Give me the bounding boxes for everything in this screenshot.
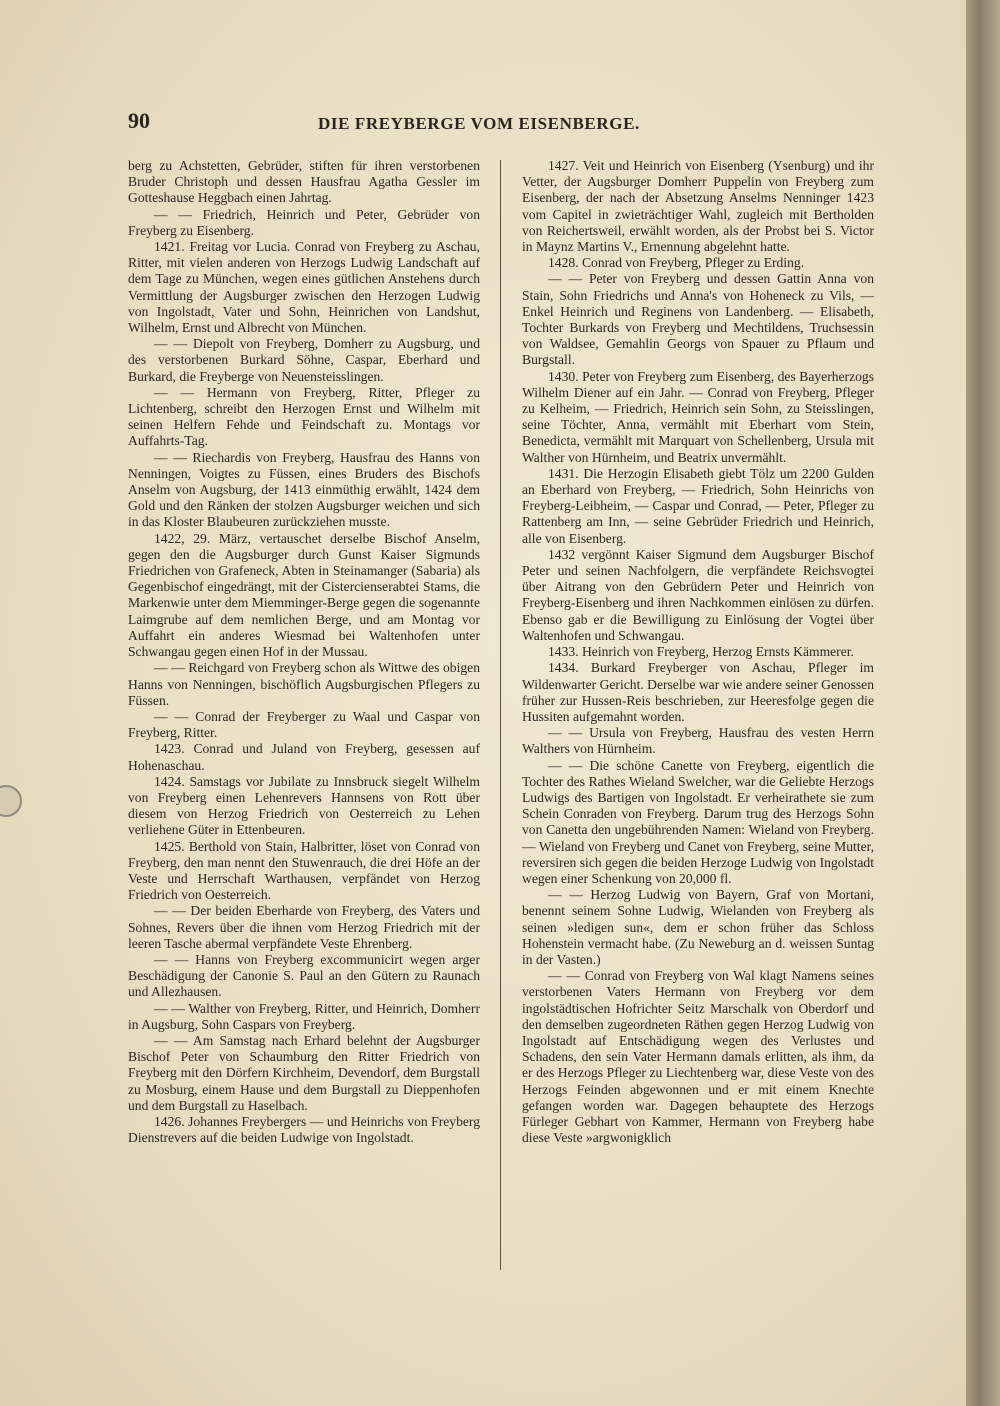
paragraph: — — Peter von Freyberg und dessen Gattin Anna von Stain, Sohn Friedrichs und Anna's von Hoheneck zu Vils, — Enkel Heinrich und Reginens von Landenberg. — Elisabeth, Tochter Burkards von Freyberg und Mechtildens, Truchsessin von Waldsee, Gemahlin Georgs von Spauer zu Pflaum und Burgstall. xyxy=(522,271,874,368)
paragraph: — — Friedrich, Heinrich und Peter, Gebrüder von Freyberg zu Eisenberg. xyxy=(128,206,480,238)
paragraph: — — Der beiden Eberharde von Freyberg, des Vaters und Sohnes, Revers über die ihnen vom Herzog Friedrich mit der leeren Tasche abermal verpfändete Veste Ehrenberg. xyxy=(128,903,480,951)
paragraph: 1431. Die Herzogin Elisabeth giebt Tölz um 2200 Gulden an Eberhard von Freyberg, — Friedrich, Sohn Heinrichs von Freyberg-Leibheim, — Caspar und Conrad, — Peter, Pfleger zu Rattenberg am Inn, — seine Gebrüder Friedrich und Heinrich, alle von Eisenberg. xyxy=(522,465,874,546)
paragraph: 1427. Veit und Heinrich von Eisenberg (Ysenburg) und ihr Vetter, der Augsburger Domherr Puppelin von Freyberg zum Eisenberg, der nach der Absetzung Anselms Nenninger 1423 vom Capitel in zwieträchtiger Wahl, zugleich mit Bertholden von Reichertsweil, erwählt worden, als der Probst bei S. Victor in Maynz Martins V., Ernennung abgelehnt hatte. xyxy=(522,158,874,255)
paragraph: — — Am Samstag nach Erhard belehnt der Augsburger Bischof Peter von Schaumburg den Ritter Friedrich von Freyberg mit den Dörfern Kirchheim, Devendorf, dem Burgstall zu Mosburg, einem Hause und dem Burgstall zu Dieppenhofen und dem Burgstall zu Haselbach. xyxy=(128,1032,480,1113)
paragraph: — — Die schöne Canette von Freyberg, eigentlich die Tochter des Rathes Wieland Swelcher, war die Geliebte Herzogs Ludwigs des Bartigen von Ingolstadt. Er verheirathete sie zum Schein Conraden von Freyberg. Darum trug des Herzogs Sohn von Canetta den ungebührenden Namen: Wieland von Freyberg. — Wieland von Freyberg und Canet von Freyberg, seine Mutter, reversiren sich gegen die beiden Herzoge Ludwig von Ingolstadt wegen einer Schenkung von 20,000 fl. xyxy=(522,757,874,886)
paragraph: — — Conrad von Freyberg von Wal klagt Namens seines verstorbenen Vaters Hermann von Freyberg vor dem ingolstädtischen Hofrichter Seitz Marschalk von Oberdorf und den demselben zugeordneten Räthen gegen Herzog Ludwig von Ingolstadt auf Entschädigung wegen des Verlustes und Schadens, den sein Vater Hermann damals erlitten, als ihm, da er des Herzogs Pfleger zu Liechtenberg war, diese Veste von des Herzogs Feinden abgewonnen und er mit einem Knechte gefangen worden war. Dagegen behauptete des Herzogs Fürleger Gebhart von Kammer, Hermann von Freyberg habe diese Veste »argwonigklich xyxy=(522,968,874,1146)
column-divider xyxy=(500,160,501,1270)
paragraph: 1424. Samstags vor Jubilate zu Innsbruck siegelt Wilhelm von Freyberg einen Lehenrevers Hannsens von Rott über diesem von Herzog Friedrich von Oesterreich zu Lehen verliehene Güter in Ettenbeuren. xyxy=(128,773,480,838)
paragraph: — — Reichgard von Freyberg schon als Wittwe des obigen Hanns von Nenningen, bischöflich Augsburgischen Pflegers zu Füssen. xyxy=(128,660,480,708)
running-head: DIE FREYBERGE VOM EISENBERGE. xyxy=(318,114,640,133)
right-column xyxy=(522,158,874,1278)
paragraph: — — Riechardis von Freyberg, Hausfrau des Hanns von Nenningen, Voigtes zu Füssen, eines Bruders des Bischofs Anselm von Augsburg, der 1413 einmüthig erwählt, 1424 dem Gold und den Ränken der stolzen Augsburger weichen und sich in das Kloster Blaubeuren zurückziehen musste. xyxy=(128,449,480,530)
paragraph: 1433. Heinrich von Freyberg, Herzog Ernsts Kämmerer. xyxy=(548,644,854,660)
paragraph: — — Hermann von Freyberg, Ritter, Pfleger zu Lichtenberg, schreibt den Herzogen Ernst und Wilhelm mit seinen Helfern Fehde und Feindschaft zu. Montags vor Auffahrts-Tag. xyxy=(128,384,480,449)
paragraph: 1432 vergönnt Kaiser Sigmund dem Augsburger Bischof Peter und seinen Nachfolgern, die verpfändete Reichsvogtei über Aitrang von den Gebrüdern Peter und Heinrich von Freyberg-Eisenberg und ihren Nachkommen einlösen zu dürfen. Ebenso gab er die Bewilligung zu Einlösung der Vogtei über Waltenhofen und Schwangau. xyxy=(522,546,874,643)
paragraph: — — Conrad der Freyberger zu Waal und Caspar von Freyberg, Ritter. xyxy=(128,708,480,741)
paragraph: — — Hanns von Freyberg excommunicirt wegen arger Beschädigung der Canonie S. Paul an den Gütern zu Raunach und Allezhausen. xyxy=(128,951,480,1000)
paragraph: 1426. Johannes Freybergers — und Heinrichs von Freyberg Dienstrevers auf die beiden Ludwige von Ingolstadt. xyxy=(128,1113,480,1146)
paragraph: 1422, 29. März, vertauschet derselbe Bischof Anselm, gegen den die Augsburger durch Gunst Kaiser Sigmunds Friedrichen von Grafeneck, Abten in Steinamanger (Sabaria) als Gegenbischof eingedrängt, mit der Cistercienserabtei Stams, die Markenwie unter dem Miemminger-Berge gegen die sogenannte Laimgrube auf dem nemlichen Berge, und am Montag vor Auffahrt ein anderes Wiesmad bei Waltenhofen unter Schwangau gegen einen Hof in der Mussau. xyxy=(128,530,480,660)
page-number: 90 xyxy=(128,108,150,133)
page-binding-edge xyxy=(966,0,1000,1406)
paragraph: 1430. Peter von Freyberg zum Eisenberg, des Bayerherzogs Wilhelm Diener auf ein Jahr. — Conrad von Freyberg, Pfleger zu Kelheim, — Friedrich, Heinrich sein Sohn, zu Steisslingen, seine Töchter, Anna, vermählt mit Eberhart vom Stein, Benedicta, vermählt mit Marquart von Schellenberg, Ursula mit Walther von Hürnheim, und Beatrix unvermählt. xyxy=(522,368,874,465)
paragraph: 1428. Conrad von Freyberg, Pfleger zu Erding. xyxy=(548,255,805,271)
paragraph: 1425. Berthold von Stain, Halbritter, löset von Conrad von Freyberg, den man nennt den Stuwenrauch, die drei Höfe an der Veste und Herrschaft Warthausen, verpfändet von Herzog Friedrich von Oesterreich. xyxy=(128,838,480,903)
paragraph: — — Herzog Ludwig von Bayern, Graf von Mortani, benennt seinem Sohne Ludwig, Wielanden von Freyberg als seinen »ledigen sun«, dem er schon früher das Schloss Hohenstein vermacht habe. (Zu Neweburg an d. weissen Suntag in der Vasten.) xyxy=(522,887,874,967)
paragraph: 1421. Freitag vor Lucia. Conrad von Freyberg zu Aschau, Ritter, mit vielen anderen von Herzogs Ludwig Landschaft auf dem Tage zu München, wegen eines gütlichen Anstehens durch Vermittlung der Augsburger zwischen den Herzogen Ludwig von Ingolstadt, Vater und Sohn, Heinrichen von Landshut, Wilhelm, Ernst und Albrecht von München. xyxy=(128,239,480,336)
paragraph: berg zu Achstetten, Gebrüder, stiften für ihren verstorbenen Bruder Christoph und dessen Hausfrau Agatha Gessler im Gotteshause Heggbach einen Jahrtag. xyxy=(128,158,480,206)
paragraph: 1434. Burkard Freyberger von Aschau, Pfleger im Wildenwarter Gericht. Derselbe war wie andere seiner Genossen früher zur Hussen-Reis beschrieben, zur Heeresfolge gegen die Hussiten aufgemahnt worden. xyxy=(522,660,874,724)
binding-hole xyxy=(0,785,22,817)
left-column xyxy=(128,158,480,1278)
paragraph: — — Walther von Freyberg, Ritter, und Heinrich, Domherr in Augsburg, Sohn Caspars von Freyberg. xyxy=(128,1000,480,1032)
page-header xyxy=(128,108,874,144)
paragraph: 1423. Conrad und Juland von Freyberg, gesessen auf Hohenaschau. xyxy=(128,741,480,773)
paragraph: — — Diepolt von Freyberg, Domherr zu Augsburg, und des verstorbenen Burkard Söhne, Caspar, Eberhard und Burkard, die Freyberge von Neuensteisslingen. xyxy=(128,336,480,384)
paragraph: — — Ursula von Freyberg, Hausfrau des vesten Herrn Walthers von Hürnheim. xyxy=(522,725,874,757)
